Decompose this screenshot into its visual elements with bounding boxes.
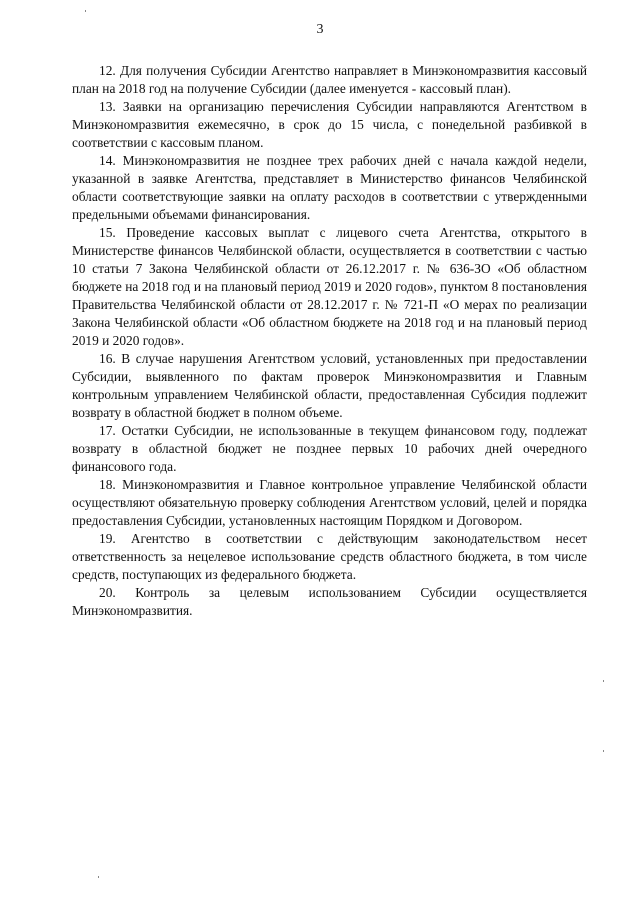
- paragraph-12: 12. Для получения Субсидии Агентство направляет в Минэкономразвития кассовый план на 2018 год на получение Субсидии (далее именуется - кассовый план).: [72, 63, 587, 96]
- paragraph-13: 13. Заявки на организацию перечисления Субсидии направляются Агентством в Минэкономразвития ежемесячно, в срок до 15 числа, с понедельной разбивкой в соответствии с кассовым планом.: [72, 99, 587, 150]
- paragraph-15: 15. Проведение кассовых выплат с лицевого счета Агентства, открытого в Министерстве финансов Челябинской области, осуществляется в соответствии с частью 10 статьи 7 Закона Челябинской области от 26.12.2017 г. № 636-ЗО «Об областном бюджете на 2018 год и на плановый период 2019 и 2020 годов», пунктом 8 постановления Правительства Челябинской области от 28.12.2017 г. № 721-П «О мерах по реализации Закона Челябинской области «Об областном бюджете на 2018 год и на плановый период 2019 и 2020 годов».: [72, 225, 587, 348]
- scan-speck: [98, 876, 99, 878]
- document-body: [72, 62, 587, 620]
- paragraph-17: 17. Остатки Субсидии, не использованные в текущем финансовом году, подлежат возврату в областной бюджет не позднее первых 10 рабочих дней очередного финансового года.: [72, 423, 587, 474]
- paragraph-18: 18. Минэкономразвития и Главное контрольное управление Челябинской области осуществляют обязательную проверку соблюдения Агентством условий, целей и порядка предоставления Субсидии, установленных настоящим Порядком и Договором.: [72, 477, 587, 528]
- paragraph-20: 20. Контроль за целевым использованием Субсидии осуществляется Минэкономразвития.: [72, 585, 587, 618]
- paragraph-14: 14. Минэкономразвития не позднее трех рабочих дней с начала каждой недели, указанной в заявке Агентства, представляет в Министерство финансов Челябинской области соответствующие заявки на оплату расходов в соответствии с утвержденными предельными объемами финансирования.: [72, 153, 587, 222]
- scan-speck: [603, 680, 604, 682]
- scan-speck: [85, 10, 86, 12]
- paragraph-16: 16. В случае нарушения Агентством условий, установленных при предоставлении Субсидии, выявленного по фактам проверок Минэкономразвития и Главным контрольным управлением Челябинской области, предоставленная Субсидия подлежит возврату в областной бюджет в полном объеме.: [72, 351, 587, 420]
- paragraph-19: 19. Агентство в соответствии с действующим законодательством несет ответственность за нецелевое использование средств областного бюджета, в том числе средств, поступающих из федерального бюджета.: [72, 531, 587, 582]
- scan-speck: [603, 750, 604, 752]
- page-number: 3: [316, 22, 324, 37]
